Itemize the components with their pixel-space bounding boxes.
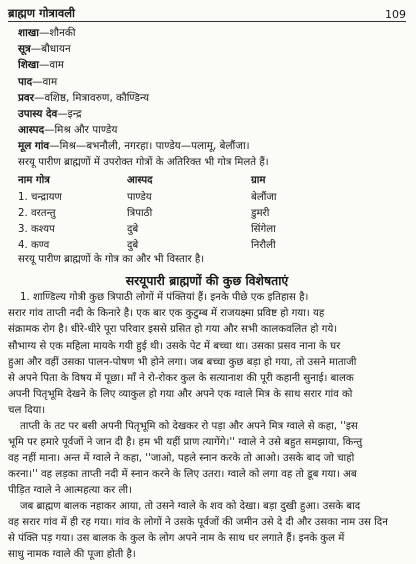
text-line: चल दिया।: [8, 404, 46, 416]
paragraph-2: [8, 419, 406, 499]
table-cell: दुबे: [127, 224, 139, 236]
running-header: [8, 4, 406, 22]
field-value: —शौनकी: [38, 27, 76, 39]
field-value: —इन्द्र: [57, 108, 82, 121]
text-line: संक्रामक रोग है। धीरे-धीरे पूरा परिवार इससे ग्रसित हो गया और सभी कालकवलित हो गये।: [8, 324, 338, 336]
text-line: जब ब्राह्मण बालक नहाकर आया, तो उसने ग्वाले के शव को देखा। बड़ा दुखी हुआ। उसके बाद: [20, 500, 361, 512]
table-row: [18, 204, 371, 220]
table-cell: बेलौंजा: [251, 191, 277, 203]
field-shakha: [18, 25, 406, 41]
text-line: भूमि पर हमारे पूर्वजों ने जान दी है। हम भी यहीं प्राण त्यागेंगे।'' ग्वाले ने उसे बहुत समझाया, किन्तु: [8, 436, 363, 448]
field-pravar: [18, 90, 406, 106]
field-label: पाद: [18, 75, 33, 88]
field-label: प्रवर: [18, 91, 34, 104]
table-cell: डुमरी: [251, 207, 270, 219]
field-value: —वाम: [32, 75, 58, 88]
field-shikha: [18, 57, 406, 73]
table-cell: पाण्डेय: [127, 191, 152, 203]
text-line: साधु नामक ग्वाले की पूजा होती है।: [8, 549, 136, 561]
table-row: [18, 236, 371, 252]
table-cell: 1. चन्द्रायण: [18, 191, 62, 203]
table-cell: निरौली: [251, 240, 276, 252]
column-header: नाम गोत्र: [18, 175, 50, 187]
field-value: —मिश्र—बभनौली, नगरहा। पाण्डेय—पलामू, बेलौंजा।: [49, 140, 250, 153]
table-cell: 4. कण्व: [18, 240, 50, 252]
text-line: से अपने पिता के विषय में पूछा। माँ ने रो-रोकर कुल के सत्यानाश की पूरी कहानी सुनाई। बालक: [8, 372, 354, 384]
field-value: —वाम: [38, 59, 65, 72]
field-label: शिखा: [18, 59, 39, 72]
text-line: वह नहीं माना। अन्त में ग्वाले ने कहा, ''जाओ, पहले स्नान करके तो आओ। उसके बाद जो चाहो: [8, 452, 355, 464]
text-line: सरार गांव ताप्ती नदी के किनारे है। एक बार एक कुटुम्ब में राजयक्ष्मा प्रविष्ट हो गया। यह: [8, 308, 325, 320]
gotra-attributes: [8, 25, 406, 155]
field-sutra: [18, 41, 406, 57]
field-aaspad: [18, 122, 406, 138]
table-cell: 3. कश्यप: [18, 224, 55, 236]
field-value: —मिश्र और पाण्डेय: [44, 124, 118, 137]
text-line: ताप्ती के तट पर बसी अपनी पितृभूमि को देखकर रो पड़ा और अपने मित्र ग्वाले से कहा, ''इस: [20, 420, 358, 432]
text-line: 1. शाण्डिल्य गोत्री कुछ त्रिपाठी लोगों में पंक्तियां हैं। इनके पीछे एक इतिहास है।: [20, 292, 309, 304]
running-title: ब्राह्मण गोत्रावली: [8, 6, 76, 20]
paragraph-3: [8, 499, 406, 563]
table-row: [18, 188, 371, 204]
text-line: वह सरार गांव में ही रह गया। गांव के लोगों ने उसके पूर्वजों की जमीन उसे दे दी और उसका नाम उस दिन: [8, 517, 388, 529]
field-label: आस्पद: [18, 124, 45, 137]
text-line: सौभाग्य से एक महिला मायके गयी हुई थी। उसके पेट में बच्चा था। उसका प्रसव नाना के घर: [8, 340, 341, 352]
field-label: सूत्र: [18, 43, 31, 56]
page-number: 109: [385, 8, 406, 21]
text-line: हुआ और वहीं उसका पालन-पोषण भी होने लगा। जब बच्चा कुछ बड़ा हो गया, तो उसने माताजी: [8, 356, 357, 368]
field-value: —बौधायन: [30, 43, 71, 56]
table-cell: 2. वरतन्तु: [18, 207, 56, 219]
section-heading: सरयूपारी ब्राह्मणों की कुछ विशेषताएं: [125, 273, 289, 289]
table-cell: त्रिपाठी: [127, 207, 153, 219]
field-value: —वशिष्ठ, मित्रावरुण, कौण्डिन्य: [33, 91, 149, 104]
column-header: आस्पद: [127, 175, 153, 187]
column-header: ग्राम: [251, 175, 266, 187]
intro-text: सरयू पारीण ब्राह्मणों में उपरोक्त गोत्रों के अतिरिक्त भी गोत्र मिलते हैं।: [18, 156, 269, 168]
outro-text: सरयू पारीण ब्राह्मणों के गोत्र का और भी विस्तार है।: [18, 254, 205, 266]
text-line: पीड़ित ग्वाले ने आत्महत्या कर ली।: [8, 484, 132, 496]
table-cell: सिंगेला: [251, 224, 276, 236]
text-line: अपनी पितृभूमि देखने के लिए व्याकुल हो गया और अपने एक ग्वाले मित्र के साथ सरार गांव को: [8, 388, 353, 400]
table-header-row: [18, 171, 371, 188]
text-line: से पंक्ति पड़ गया। उस बालक के कुल के लोग अपने नाम के साथ धर लगाते हैं। इनके कुल में: [8, 533, 345, 545]
gotra-table: [18, 171, 371, 253]
field-upasya-dev: [18, 106, 406, 122]
field-label: उपास्य देव: [18, 108, 58, 121]
field-pad: [18, 74, 406, 90]
table-cell: दुबे: [127, 240, 139, 252]
table-row: [18, 220, 371, 236]
field-mool-gaon: [18, 138, 406, 154]
paragraph-1: [8, 290, 406, 418]
field-label: शाखा: [18, 27, 39, 39]
field-label: मूल गांव: [18, 140, 50, 153]
text-line: करना।'' वह लड़का ताप्ती नदी में स्नान करने के लिए उतरा। ग्वाले को लगा वह तो डूब गया। अब: [8, 468, 357, 480]
